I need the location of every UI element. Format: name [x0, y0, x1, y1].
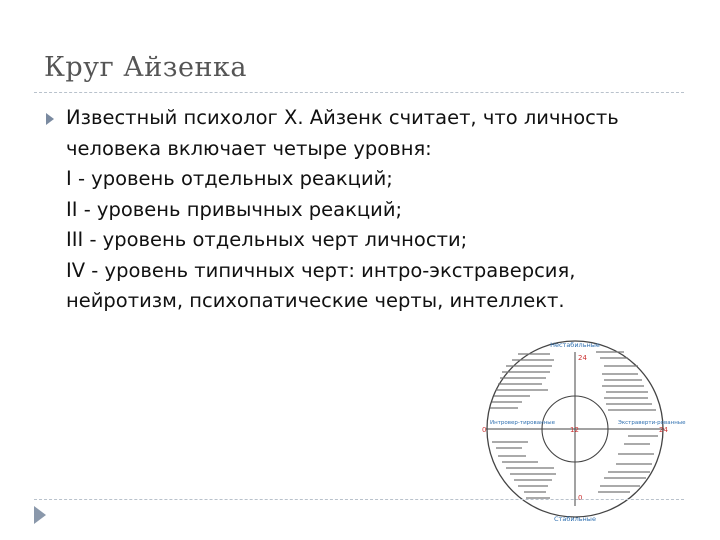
- bullet-line: II - уровень привычных реакций;: [66, 197, 403, 221]
- bullet-line: III - уровень отдельных черт личности;: [66, 228, 468, 251]
- label-extraverted: Экстраверти-рованные: [618, 420, 686, 426]
- scale-right: 24: [659, 426, 668, 434]
- scale-center: 12: [570, 426, 579, 434]
- eysenck-circle-diagram: [478, 338, 686, 524]
- scale-top: 24: [578, 354, 587, 362]
- scale-bottom: 0: [578, 494, 583, 502]
- bullet-line: человека включает четыре уровня:: [66, 136, 432, 160]
- bullet-line: IV - уровень типичных черт: интро-экстраверсия,: [66, 258, 576, 282]
- bullet-line: I - уровень отдельных реакций;: [66, 167, 393, 190]
- footer-arrow-icon: [34, 506, 46, 524]
- bullet-arrow-icon: [46, 113, 54, 125]
- bullet-line: нейротизм, психопатические черты, интеллект.: [66, 289, 565, 312]
- title-divider: [34, 92, 684, 93]
- bullet-text: [66, 103, 686, 317]
- bullet-line: Известный психолог Х. Айзенк считает, что личность: [66, 106, 619, 129]
- label-unstable: Нестабильные: [550, 341, 600, 349]
- slide-title: Круг Айзенка: [44, 52, 247, 83]
- footer-divider: [34, 499, 684, 500]
- eysenck-circle-svg: [478, 338, 686, 524]
- label-introverted: Интровер-тированные: [490, 420, 556, 426]
- label-stable: Стабильные: [554, 515, 596, 523]
- scale-left: 0: [482, 426, 487, 434]
